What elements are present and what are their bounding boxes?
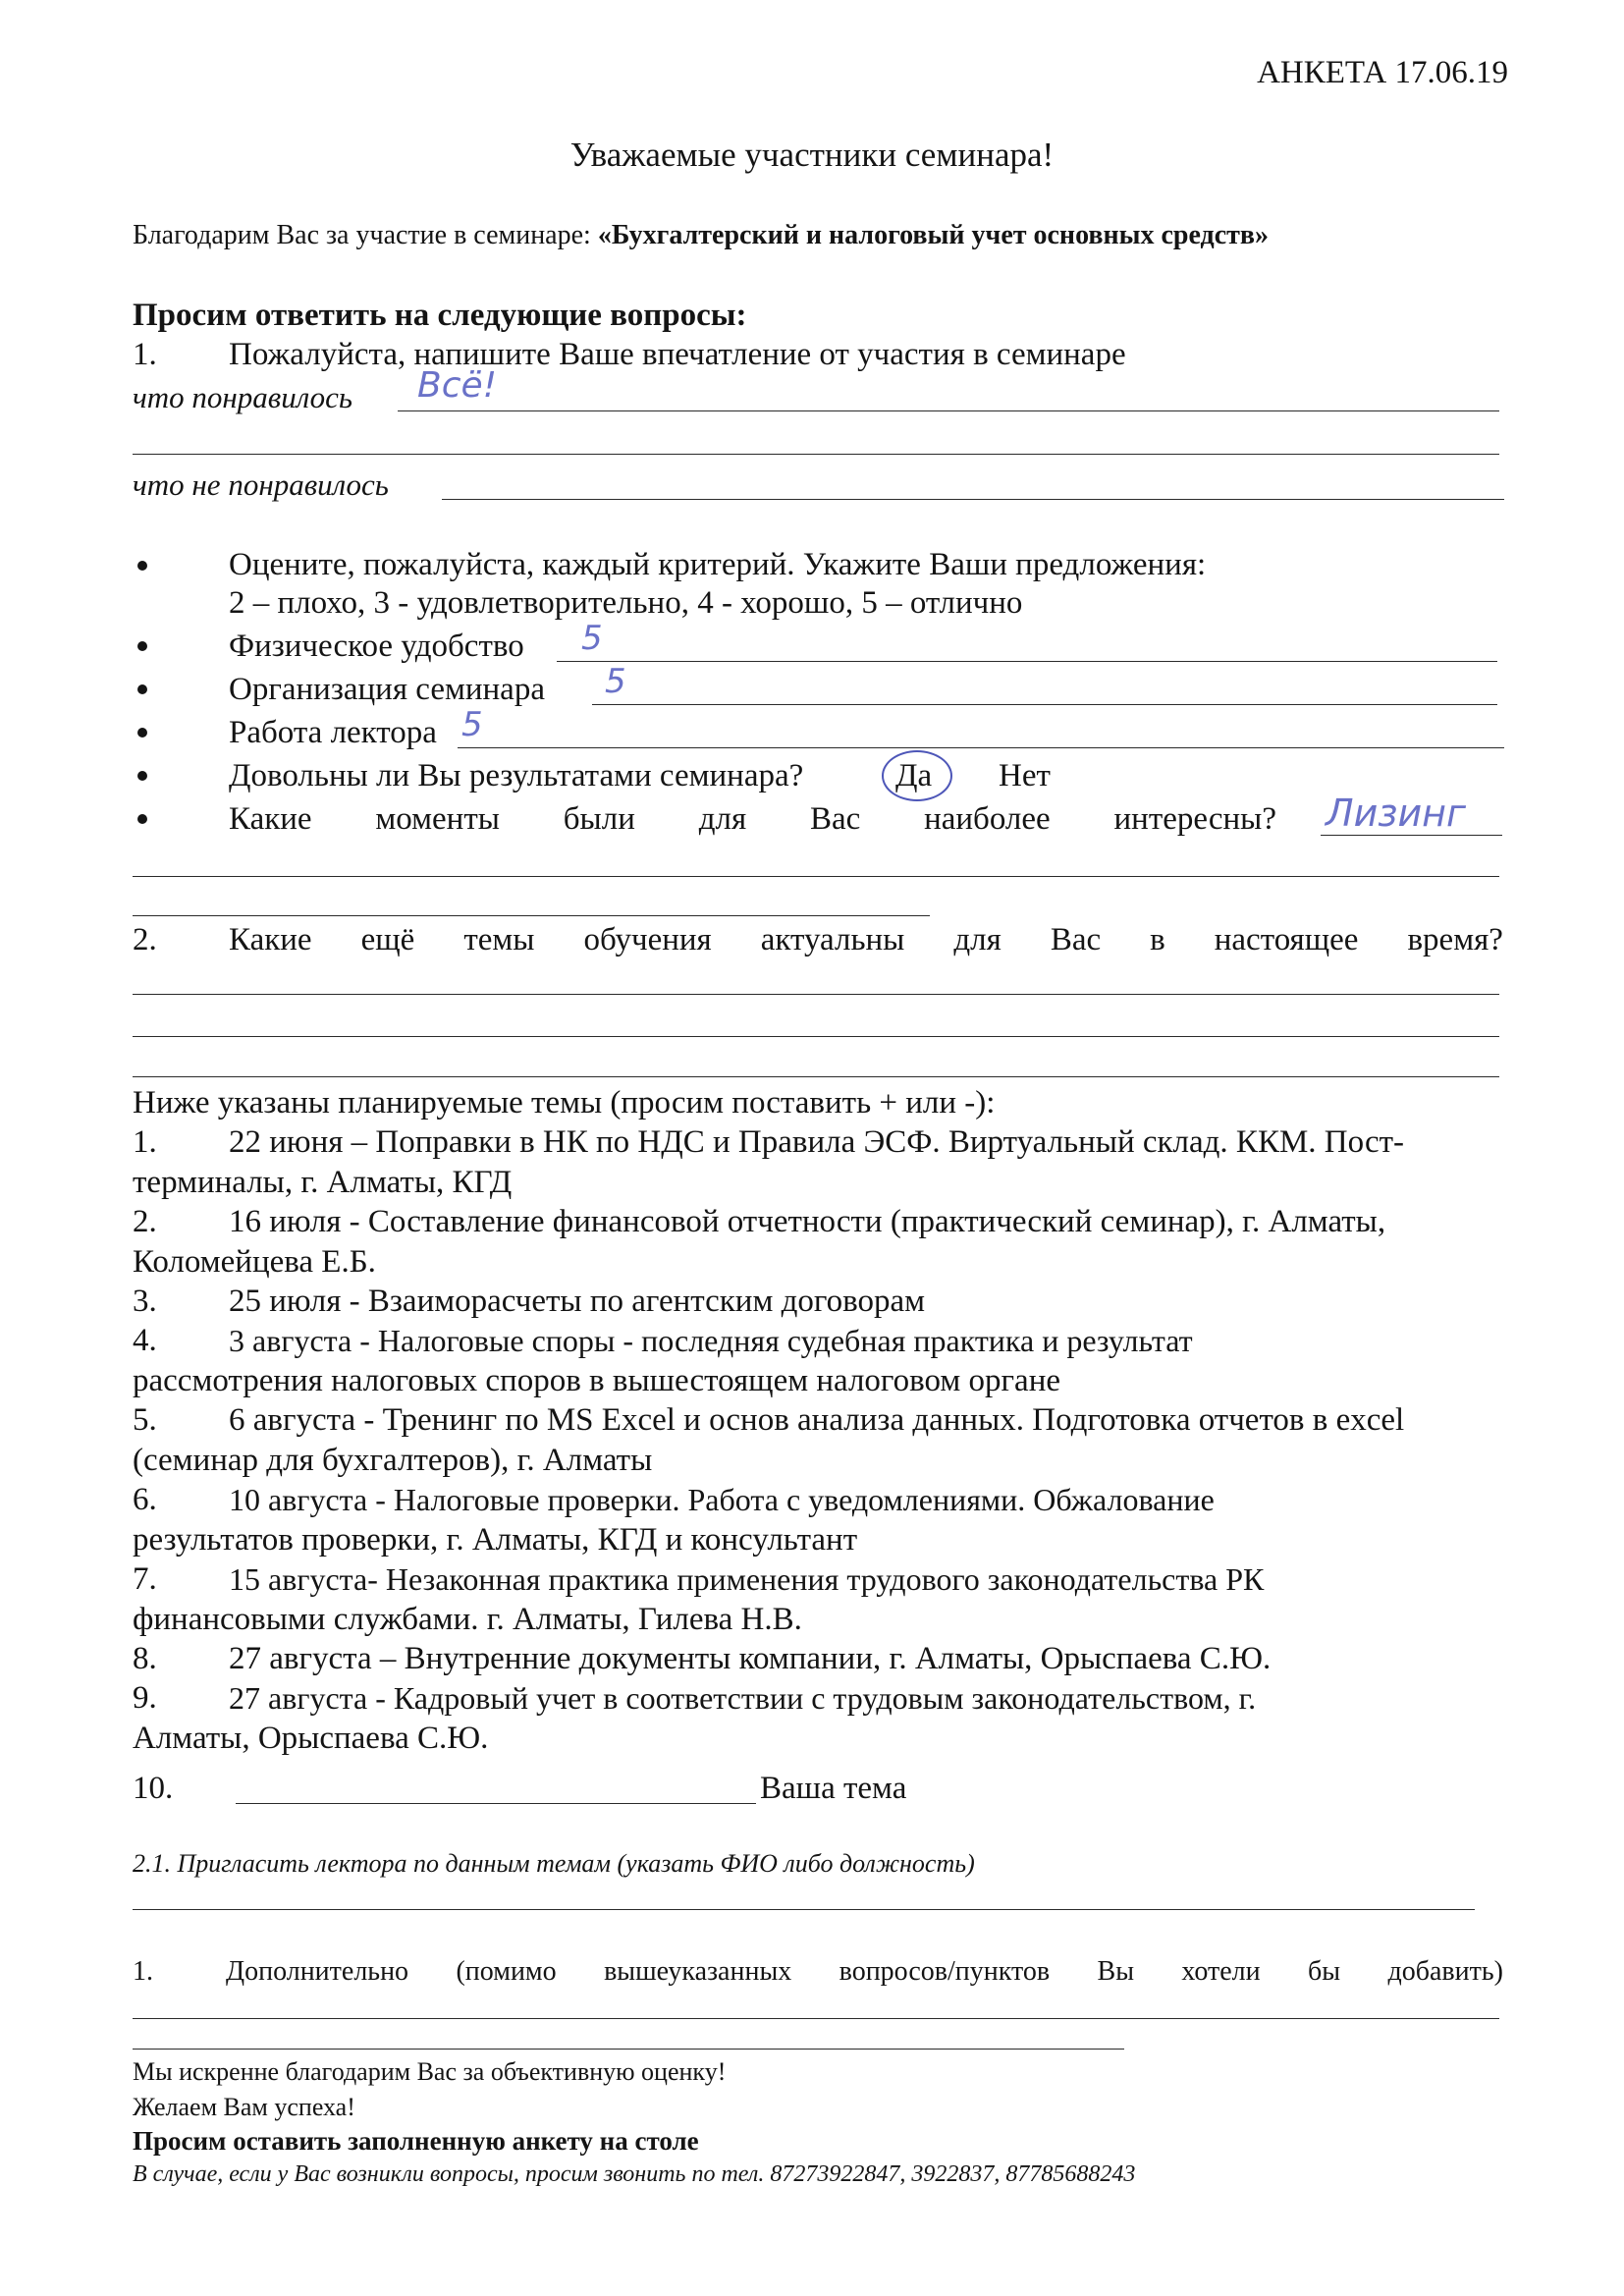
word: для: [698, 801, 747, 837]
topic-item[interactable]: [133, 1321, 1503, 1400]
own-topic-line[interactable]: [236, 1803, 756, 1804]
word: бы: [1308, 1956, 1341, 1987]
topic-item[interactable]: [133, 1400, 1503, 1480]
disliked-label: что не понравилось: [133, 467, 389, 502]
topics-intro: Ниже указаны планируемые темы (просим поставить + или -):: [133, 1085, 996, 1121]
thanks-prefix: Благодарим Вас за участие в семинаре:: [133, 220, 598, 250]
interesting-answer-line-2[interactable]: [133, 876, 1499, 877]
form-id: АНКЕТА 17.06.19: [1257, 55, 1508, 90]
word: интересны?: [1113, 801, 1276, 837]
own-topic-number: 10.: [133, 1771, 174, 1806]
interesting-answer-line-3[interactable]: [133, 915, 930, 916]
topics-list: [133, 1122, 1503, 1758]
seminar-title: «Бухгалтерский и налоговый учет основных средств»: [597, 220, 1270, 250]
word: настоящее: [1214, 922, 1359, 957]
satisfied-no-option[interactable]: Нет: [999, 758, 1051, 793]
rating-answer-organization: 5: [605, 662, 626, 701]
word: актуальны: [760, 922, 905, 957]
topic-text-line-2: рассмотрения налоговых споров в вышестоящем налоговом органе: [133, 1363, 1060, 1398]
word: темы: [463, 922, 535, 957]
topic-number: 3.: [133, 1284, 157, 1319]
word: (помимо: [456, 1956, 557, 1987]
rating-line-lecturer[interactable]: [458, 747, 1504, 748]
disliked-answer-line[interactable]: [442, 499, 1504, 500]
bullet: [137, 728, 147, 738]
q2-answer-line-3[interactable]: [133, 1076, 1499, 1077]
topic-text-line-1: 22 июня – Поправки в НК по НДС и Правила ЭСФ. Виртуальный склад. ККМ. Пост-: [229, 1124, 1405, 1160]
topic-text-line-1: 15 августа- Незаконная практика применения трудового законодательства РК: [229, 1561, 1265, 1597]
topic-text-line-2: Коломейцева Е.Б.: [133, 1244, 376, 1280]
q1-question: Пожалуйста, напишите Ваше впечатление от участия в семинаре: [229, 337, 1126, 372]
topic-text-line-1: 6 августа - Тренинг по MS Excel и основ анализа данных. Подготовка отчетов в excel: [229, 1402, 1405, 1438]
additional-question: [226, 1956, 1503, 1988]
topic-text-line-1: 3 августа - Налоговые споры - последняя судебная практика и результат: [229, 1323, 1193, 1358]
footer-leave-form: Просим оставить заполненную анкету на столе: [133, 2126, 699, 2156]
liked-handwritten-answer: Всё!: [417, 365, 498, 406]
yes-circled-mark: [882, 750, 952, 801]
word: Какие: [229, 801, 312, 837]
word: для: [953, 922, 1001, 957]
topic-number: 2.: [133, 1204, 157, 1239]
word: Вас: [809, 801, 861, 837]
word: Какие: [229, 922, 312, 957]
word: время?: [1407, 922, 1503, 957]
liked-answer-line[interactable]: [398, 410, 1499, 411]
topic-item[interactable]: [133, 1639, 1503, 1678]
satisfied-yes-option[interactable]: Да: [895, 758, 933, 793]
rating-label-lecturer: Работа лектора: [229, 715, 437, 750]
word: в: [1150, 922, 1165, 957]
rating-label-organization: Организация семинара: [229, 672, 545, 707]
liked-label: что понравилось: [133, 380, 353, 414]
rating-line-comfort[interactable]: [557, 661, 1497, 662]
word: Вы: [1097, 1956, 1135, 1987]
own-topic-label: Ваша тема: [760, 1771, 907, 1806]
word: наиболее: [924, 801, 1051, 837]
q2-number: 2.: [133, 922, 157, 957]
word: ещё: [360, 922, 415, 957]
word: Дополнительно: [226, 1956, 409, 1987]
thanks-line: [133, 219, 1269, 252]
topic-item[interactable]: [133, 1480, 1503, 1559]
bullet: [137, 641, 147, 651]
greeting-title: Уважаемые участники семинара!: [569, 136, 1055, 174]
topic-text-line-2: терминалы, г. Алматы, КГД: [133, 1165, 513, 1200]
rating-answer-comfort: 5: [581, 619, 603, 658]
topic-number: 8.: [133, 1641, 157, 1676]
word: вопросов/пунктов: [839, 1956, 1051, 1987]
topic-text-line-1: 16 июля - Составление финансовой отчетности (практический семинар), г. Алматы,: [229, 1204, 1386, 1239]
word: добавить): [1387, 1956, 1503, 1987]
word: Вас: [1050, 922, 1102, 957]
interesting-question: [229, 799, 1276, 839]
word: были: [563, 801, 635, 837]
liked-answer-line-2[interactable]: [133, 454, 1499, 455]
word: обучения: [583, 922, 712, 957]
satisfied-question: Довольны ли Вы результатами семинара?: [229, 758, 804, 793]
q2-answer-line-1[interactable]: [133, 994, 1499, 995]
footer-wish: Желаем Вам успеха!: [133, 2093, 355, 2121]
rating-label-comfort: Физическое удобство: [229, 629, 524, 664]
footer-thanks: Мы искренне благодарим Вас за объективную оценку!: [133, 2057, 727, 2086]
additional-line-2[interactable]: [133, 2049, 1124, 2050]
topic-number: 1.: [133, 1124, 157, 1160]
footer-contacts: В случае, если у Вас возникли вопросы, просим звонить по тел. 87273922847, 3922837, 87785688243: [133, 2161, 1136, 2187]
interesting-answer-line[interactable]: [1321, 835, 1502, 836]
bullet: [137, 814, 147, 824]
ratings-intro: Оцените, пожалуйста, каждый критерий. Укажите Ваши предложения:: [229, 547, 1207, 582]
interesting-handwritten-answer: Лизинг: [1326, 792, 1466, 835]
rating-answer-lecturer: 5: [461, 705, 483, 744]
topic-item[interactable]: [133, 1282, 1503, 1321]
ratings-scale: 2 – плохо, 3 - удовлетворительно, 4 - хорошо, 5 – отлично: [229, 585, 1023, 621]
q1-number: 1.: [133, 337, 157, 372]
bullet: [137, 684, 147, 694]
topic-number: 9.: [133, 1680, 157, 1716]
topic-text-line-2: результатов проверки, г. Алматы, КГД и консультант: [133, 1522, 858, 1558]
topic-text-line-2: (семинар для бухгалтеров), г. Алматы: [133, 1443, 653, 1478]
topic-item[interactable]: [133, 1202, 1503, 1282]
bullet: [137, 771, 147, 781]
word: хотели: [1181, 1956, 1261, 1987]
topic-text-line-1: 27 августа - Кадровый учет в соответствии с трудовым законодательством, г.: [229, 1680, 1257, 1716]
topic-text-line-1: 10 августа - Налоговые проверки. Работа с уведомлениями. Обжалование: [229, 1482, 1215, 1517]
topic-item[interactable]: [133, 1122, 1503, 1202]
word: вышеуказанных: [604, 1956, 792, 1987]
topic-number: 5.: [133, 1402, 157, 1438]
q2-answer-line-2[interactable]: [133, 1036, 1499, 1037]
questions-intro: Просим ответить на следующие вопросы:: [133, 298, 747, 333]
topic-text-line-1: 27 августа – Внутренние документы компании, г. Алматы, Орыспаева С.Ю.: [229, 1641, 1272, 1676]
topic-number: 4.: [133, 1323, 157, 1358]
additional-line-1[interactable]: [133, 2018, 1499, 2019]
topic-number: 7.: [133, 1561, 157, 1597]
invite-lecturer-text: 2.1. Пригласить лектора по данным темам (указать ФИО либо должность): [133, 1849, 975, 1878]
topic-number: 6.: [133, 1482, 157, 1517]
rating-line-organization[interactable]: [592, 704, 1497, 705]
topic-item[interactable]: [133, 1559, 1503, 1639]
bullet: [137, 561, 147, 571]
topic-text-line-2: финансовыми службами. г. Алматы, Гилева Н.В.: [133, 1602, 802, 1637]
topic-text-line-1: 25 июля - Взаиморасчеты по агентским договорам: [229, 1284, 925, 1319]
topic-item[interactable]: [133, 1678, 1503, 1758]
invite-lecturer-line[interactable]: [133, 1909, 1475, 1910]
additional-number: 1.: [133, 1956, 153, 1987]
topic-text-line-2: Алматы, Орыспаева С.Ю.: [133, 1721, 489, 1756]
q2-question: [229, 920, 1503, 959]
word: моменты: [375, 801, 500, 837]
